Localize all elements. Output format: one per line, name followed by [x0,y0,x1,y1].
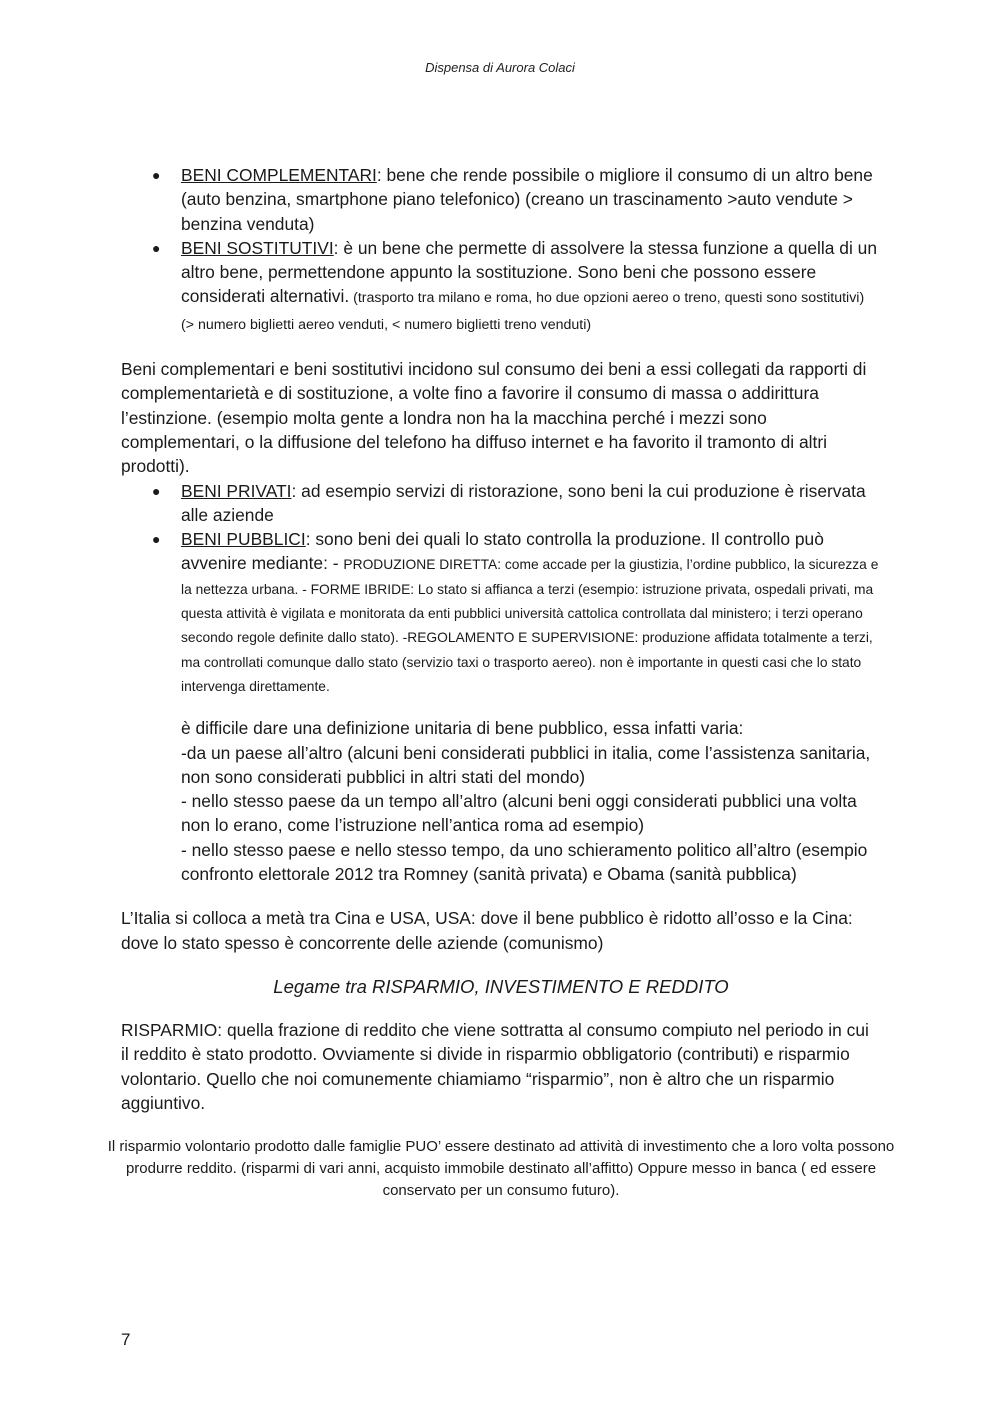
paragraph-line: - nello stesso paese da un tempo all’altro (alcuni beni oggi considerati pubblici una volta non lo erano, come l’istruzione nell’antica roma ad esempio) [181,791,857,836]
paragraph-centered: Il risparmio volontario prodotto dalle famiglie PUO’ essere destinato ad attività di investimento che a loro volta possono produrre reddito. (risparmi di vari anni, acquisto immobile destinato all’affitto) Oppure messo in banca ( ed essere conservato per un consumo futuro). [107,1138,895,1200]
definition: : è un bene che permette di assolvere la stessa funzione a quella di un altro bene, permettendone appunto la sostituzione. Sono beni che possono essere considerati alternativi. [181,237,877,307]
bullet-list-complementari-sostitutivi [121,163,881,337]
paragraph-risparmio: RISPARMIO: quella frazione di reddito che viene sottratta al consumo compiuto nel periodo in cui il reddito è stato prodotto. Ovviamente si divide in risparmio obbligatorio (contributi) e risparmio volontario. Quello che noi comunemente chiamiamo “risparmio”, non è altro che un risparmio aggiuntivo. [121,1019,869,1113]
term: BENI COMPLEMENTARI [181,165,377,185]
bullet-icon: ● [152,531,161,548]
list-item [121,527,881,697]
example-note: (trasporto tra milano e roma, ho due opzioni aereo o treno, questi sono sostitutivi) (> numero biglietti aereo venduti, < numero biglietti treno venduti) [181,290,865,333]
document-body [107,163,895,1202]
page-header: Dispensa di Aurora Colaci [425,60,575,75]
paragraph-italia: L’Italia si colloca a metà tra Cina e USA, USA: dove il bene pubblico è ridotto all’osso e la Cina: dove lo stato spesso è concorrente delle aziende (comunismo) [121,908,853,953]
paragraph-complementari: Beni complementari e beni sostitutivi incidono sul consumo dei beni a essi collegati da rapporti di complementarietà e di sostituzione, a volte fino a favorire il consumo di massa o addirittura l’estinzione. (esempio molta gente a londra non ha la macchina perché i mezzi sono complementari, o la diffusione del telefono ha diffuso internet e ha favorito il tramonto di altri prodotti). [121,359,867,477]
term: BENI SOSTITUTIVI [181,237,334,258]
bullet-icon: ● [152,482,161,499]
bullet-icon: ● [152,239,161,256]
bullet-list-privati-pubblici [121,479,881,698]
detail-note: PRODUZIONE DIRETTA: come accade per la giustizia, l’ordine pubblico, la sicurezza e la nettezza urbana. - FORME IBRIDE: Lo stato si affianca a terzi (esempio: istruzione privata, ospedali privati, ma questa attività è vigilata e monitorata da enti pubblici università cattolica controllata dal ministero; i terzi operano secondo regole definite dallo stato). -REGOLAMENTO E SUPERVISIONE: produzione affidata totalmente a terzi, ma controllati comunque dallo stato (servizio taxi o trasporto aereo). non è importante in questi casi che lo stato intervenga direttamente. [181,557,879,694]
definition: : bene che rende possibile o migliore il consumo di un altro bene (auto benzina, smartphone piano telefonico) (creano un trascinamento >auto vendute > benzina venduta) [181,165,873,234]
paragraph-line: -da un paese all’altro (alcuni beni considerati pubblici in italia, come l’assistenza sanitaria, non sono considerati pubblici in altri stati del mondo) [181,742,871,787]
list-item [121,479,881,528]
bullet-icon: ● [152,167,161,183]
bene-pubblico-block [121,716,881,886]
list-item [121,236,881,337]
term: BENI PUBBLICI [181,529,306,550]
section-heading: Legame tra RISPARMIO, INVESTIMENTO E REDDITO [273,975,729,997]
term: BENI PRIVATI [181,480,292,501]
page-number: 7 [121,1330,131,1349]
definition: : ad esempio servizi di ristorazione, sono beni la cui produzione è riservata alle aziende [181,480,866,525]
definition: : sono beni dei quali lo stato controlla la produzione. Il controllo può avvenire mediante: - [181,529,824,574]
paragraph-line: è difficile dare una definizione unitaria di bene pubblico, essa infatti varia: [181,718,744,739]
paragraph-line: - nello stesso paese e nello stesso tempo, da uno schieramento politico all’altro (esempio confronto elettorale 2012 tra Romney (sanità privata) e Obama (sanità pubblica) [181,839,868,885]
list-item [121,163,881,236]
